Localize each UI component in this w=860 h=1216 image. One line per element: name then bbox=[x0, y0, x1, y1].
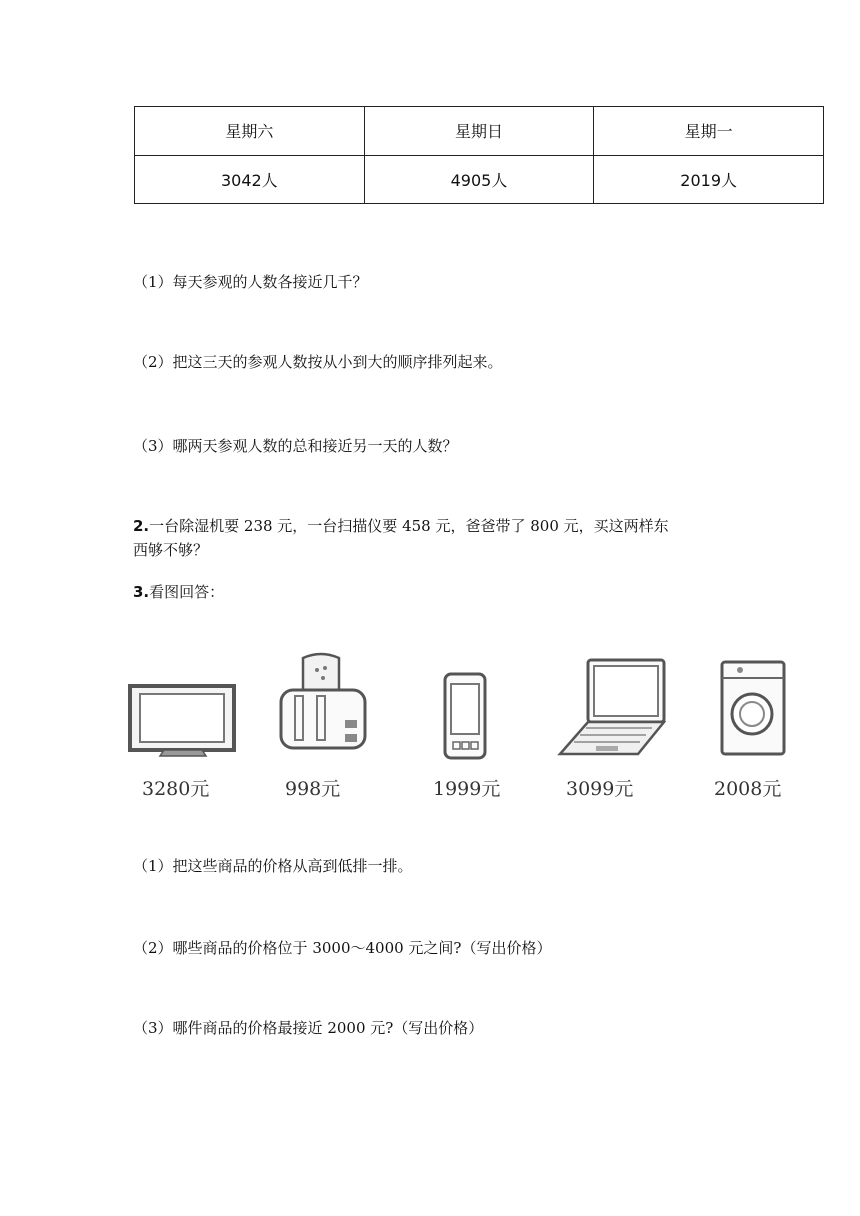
question-number: 2. bbox=[133, 517, 150, 535]
table-cell: 3042人 bbox=[135, 155, 365, 204]
product-price: 3280元 bbox=[142, 778, 210, 800]
product-price: 1999元 bbox=[433, 778, 501, 800]
question-title-text: 看图回答： bbox=[149, 583, 225, 601]
question-1-sub-1: （1）每天参观的人数各接近几千？ bbox=[133, 273, 368, 291]
product-price: 3099元 bbox=[566, 778, 634, 800]
question-text-line-2: 西够不够？ bbox=[133, 541, 209, 559]
question-3-sub-2: （2）哪些商品的价格位于 3000～4000 元之间?（写出价格） bbox=[133, 939, 552, 957]
question-1-sub-2: （2）把这三天的参观人数按从小到大的顺序排列起来。 bbox=[133, 353, 503, 371]
question-text-line-1: 一台除湿机要 238 元，一台扫描仪要 458 元，爸爸带了 800 元，买这两样东 bbox=[149, 517, 669, 535]
question-3-sub-3: （3）哪件商品的价格最接近 2000 元?（写出价格） bbox=[133, 1019, 484, 1037]
table-header-cell: 星期一 bbox=[594, 107, 824, 156]
product-price: 2008元 bbox=[714, 778, 782, 800]
laptop-icon bbox=[556, 650, 666, 762]
toaster-icon bbox=[273, 650, 373, 762]
question-2 bbox=[133, 516, 669, 536]
washing-machine-icon bbox=[718, 650, 788, 762]
table-cell: 2019人 bbox=[594, 155, 824, 204]
table-row bbox=[135, 155, 824, 204]
product-toaster bbox=[273, 650, 373, 806]
question-number: 3. bbox=[133, 583, 150, 601]
table-header-cell: 星期六 bbox=[135, 107, 365, 156]
product-laptop bbox=[556, 650, 666, 806]
product-tv bbox=[128, 650, 238, 806]
product-washing-machine bbox=[714, 650, 788, 806]
table-header-cell: 星期日 bbox=[364, 107, 594, 156]
mobile-phone-icon bbox=[433, 650, 533, 762]
table-header-row bbox=[135, 107, 824, 156]
question-1-sub-3: （3）哪两天参观人数的总和接近另一天的人数？ bbox=[133, 437, 458, 455]
question-3-sub-1: （1）把这些商品的价格从高到低排一排。 bbox=[133, 857, 413, 875]
visitor-table bbox=[134, 106, 824, 204]
table-cell: 4905人 bbox=[364, 155, 594, 204]
tv-icon bbox=[128, 650, 238, 762]
question-3-title bbox=[133, 582, 224, 602]
product-price: 998元 bbox=[285, 778, 341, 800]
product-phone bbox=[433, 650, 533, 806]
product-picture bbox=[128, 650, 788, 806]
